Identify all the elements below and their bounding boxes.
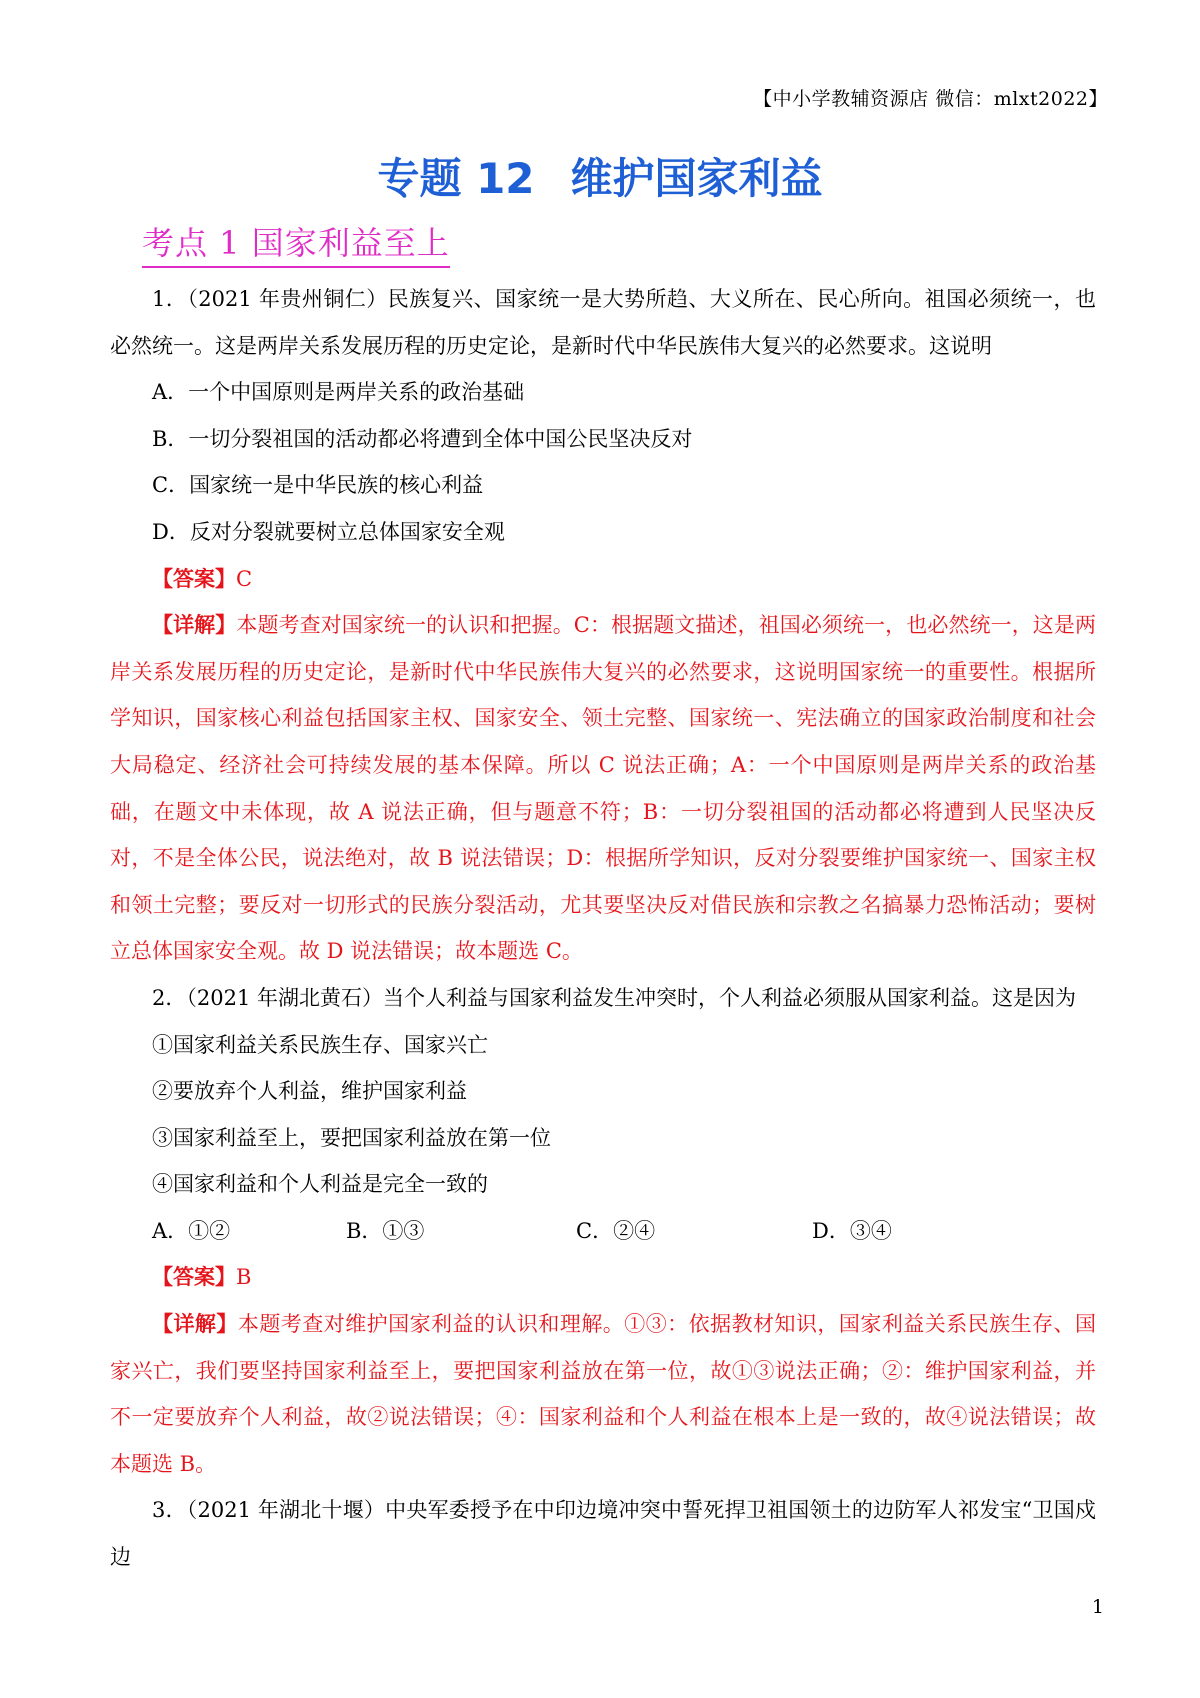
page-number: 1 (1091, 1596, 1104, 1618)
page-title (0, 146, 1200, 206)
question-2-options (110, 1208, 1096, 1255)
question-2-option-b: B．①③ (346, 1218, 425, 1243)
header-note: 【中小学教辅资源店 微信：mlxt2022】 (753, 88, 1108, 110)
question-2-option-d: D．③④ (812, 1218, 892, 1243)
title-text: 维护国家利益 (570, 154, 823, 203)
detail-label: 【详解】 (152, 1311, 238, 1337)
question-1-option-b: B．一切分裂祖国的活动都必将遭到全体中国公民坚决反对 (152, 426, 693, 451)
answer-label: 【答案】 (152, 565, 236, 591)
question-3-stem: 3．（2021 年湖北十堰）中央军委授予在中印边境冲突中誓死捍卫祖国领土的边防军人祁发宝“卫国戍边 (110, 1498, 1096, 1570)
question-2-option-a: A．①② (152, 1218, 231, 1243)
detail-text: 本题考查对维护国家利益的认识和理解。①③：依据教材知识，国家利益关系民族生存、国家兴亡，我们要坚持国家利益至上，要把国家利益放在第一位，故①③说法正确；②：维护国家利益，并不一定要放弃个人利益，故②说法错误；④：国家利益和个人利益在根本上是一致的，故④说法错误；故本题选 B。 (110, 1312, 1097, 1476)
section-heading: 考点 1 国家利益至上 (142, 218, 450, 268)
question-2-statement-2: ②要放弃个人利益，维护国家利益 (152, 1079, 467, 1104)
question-1-option-a: A．一个中国原则是两岸关系的政治基础 (152, 380, 525, 405)
answer-label: 【答案】 (152, 1264, 236, 1290)
detail-text: 本题考查对国家统一的认识和把握。C：根据题文描述，祖国必须统一，也必然统一，这是两岸关系发展历程的历史定论，是新时代中华民族伟大复兴的必然要求，这说明国家统一的重要性。根据所学知识，国家核心利益包括国家主权、国家安全、领土完整、国家统一、宪法确立的国家政治制度和社会大局稳定、经济社会可持续发展的基本保障。所以 C 说法正确；A：一个中国原则是两岸关系的政治基础，在题文中未体现，故 A 说法正确，但与题意不符；B：一切分裂祖国的活动都必将遭到人民坚决反对，不是全体公民，说法绝对，故 B 说法错误；D：根据所学知识，反对分裂要维护国家统一、国家主权和领土完整；要反对一切形式的民族分裂活动，尤其要坚决反对借民族和宗教之名搞暴力恐怖活动；要树立总体国家安全观。故 D 说法错误；故本题选 C。 (110, 613, 1096, 964)
question-2-option-c: C．②④ (576, 1218, 656, 1243)
question-content (110, 276, 1096, 1581)
question-1-detail (110, 602, 1096, 975)
question-1-option-d: D．反对分裂就要树立总体国家安全观 (152, 519, 505, 544)
question-1-answer (110, 556, 1096, 603)
question-2-detail (110, 1301, 1096, 1487)
title-number: 专题 12 (377, 154, 535, 203)
answer-value: C (236, 566, 253, 591)
question-2-answer (110, 1254, 1096, 1301)
question-2-statement-4: ④国家利益和个人利益是完全一致的 (152, 1172, 488, 1197)
answer-value: B (236, 1265, 252, 1290)
question-2-statement-3: ③国家利益至上，要把国家利益放在第一位 (152, 1125, 551, 1150)
detail-label: 【详解】 (152, 612, 237, 638)
question-1-stem: 1．（2021 年贵州铜仁）民族复兴、国家统一是大势所趋、大义所在、民心所向。祖国必须统一，也必然统一。这是两岸关系发展历程的历史定论，是新时代中华民族伟大复兴的必然要求。这说明 (110, 287, 1096, 358)
question-2-stem: 2．（2021 年湖北黄石）当个人利益与国家利益发生冲突时，个人利益必须服从国家利益。这是因为 (152, 985, 1076, 1010)
question-1-option-c: C．国家统一是中华民族的核心利益 (152, 473, 484, 498)
question-2-statement-1: ①国家利益关系民族生存、国家兴亡 (152, 1032, 488, 1057)
